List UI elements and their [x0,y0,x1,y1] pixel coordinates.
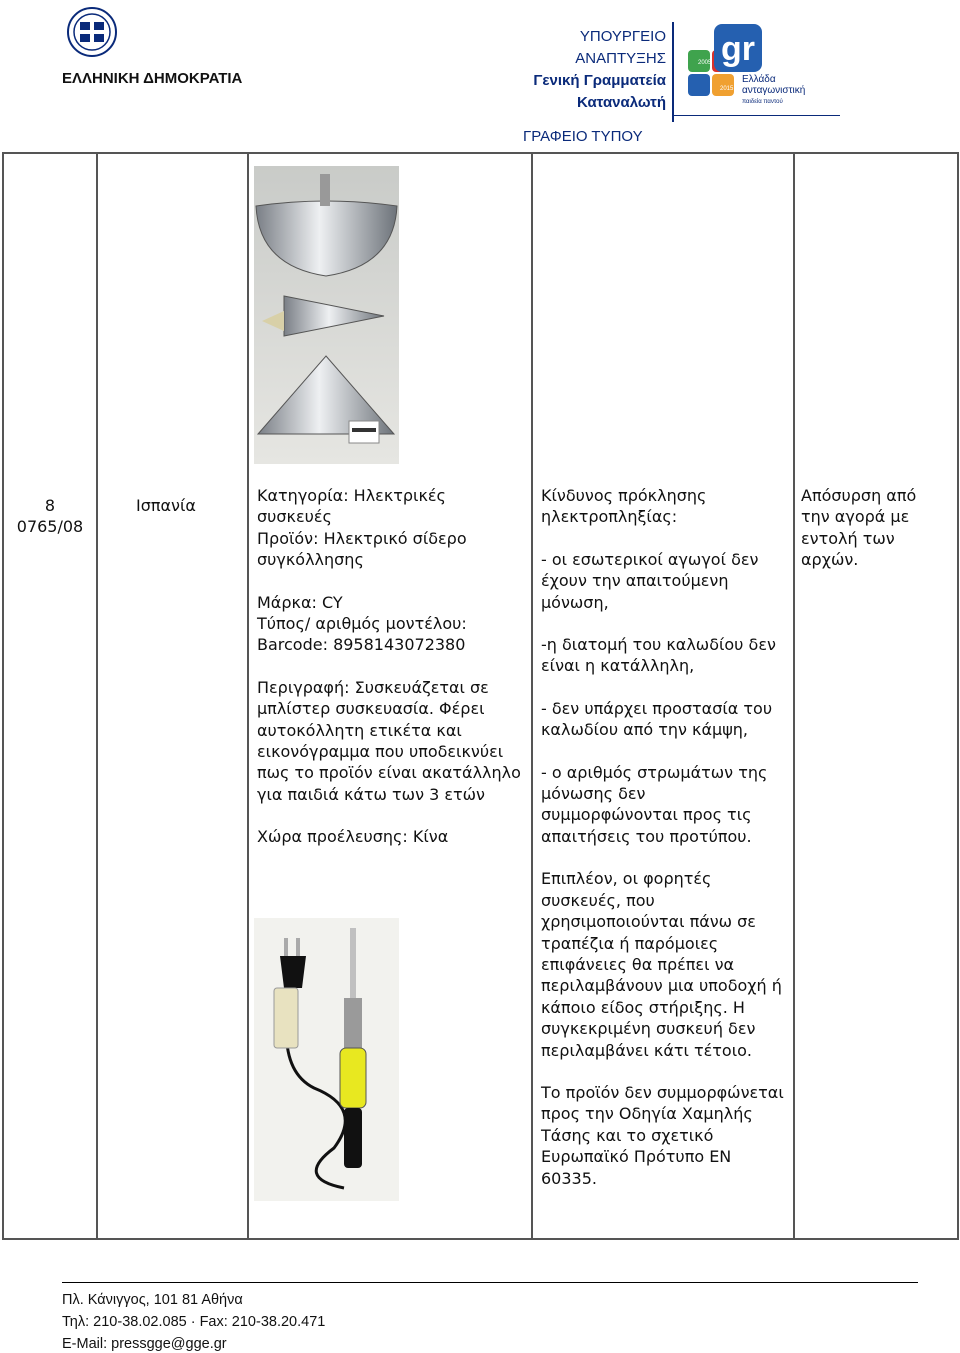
risk-paragraph: Το προϊόν δεν συμμορφώνεται προς την Οδηγία Χαμηλής Τάσης και το σχετικό Ευρωπαϊκό Πρότυπο EN 60335. [541,1082,784,1188]
measure-cell [794,153,958,1239]
product-photo-iron [254,918,399,1201]
ministry-line-1: ΥΠΟΥΡΓΕΙΟ [579,28,666,45]
footer-address: Πλ. Κάνιγγος, 101 81 Αθήνα [62,1292,243,1308]
product-category: Κατηγορία: Ηλεκτρικές συσκευές [257,486,446,527]
logo-year-a: 2005 [698,60,712,66]
product-photo-blister [254,166,399,464]
product-brand: Μάρκα: CY [257,592,343,612]
header-divider-vertical [672,22,674,122]
product-description: Περιγραφή: Συσκευάζεται σε μπλίστερ συσκευασία. Φέρει αυτοκόλλητη ετικέτα και εικονόγραμμα που υποδεικνύει πως το προϊόν είναι ακατάλληλο για παιδιά κάτω των 3 ετών [257,677,521,804]
ministry-line-2: ΑΝΑΠΤΥΞΗΣ [575,50,666,67]
table-row [3,153,958,1239]
ministry-line-4: Καταναλωτή [576,94,666,111]
risk-paragraph: - οι εσωτερικοί αγωγοί δεν έχουν την απαιτούμενη μόνωση, [541,549,759,612]
country: Ισπανία [136,496,196,515]
footer-email: E-Mail: pressgge@gge.gr [62,1336,227,1352]
product-model: Τύπος/ αριθμός μοντέλου: [257,614,467,634]
product-table [2,152,959,1240]
greek-emblem-icon [64,6,120,58]
logo-caption-1: Ελλάδα [742,74,776,85]
product-barcode: Barcode: 8958143072380 [257,635,466,655]
row-code: 0765/08 [16,517,84,537]
footer-phone: Τηλ: 210-38.02.085 · Fax: 210-38.20.471 [62,1314,326,1330]
risk-paragraph: Κίνδυνος πρόκλησης ηλεκτροπληξίας: [541,486,707,527]
risk-paragraph: - ο αριθμός στρωμάτων της μόνωσης δεν συμμορφώνονται προς τις απαιτήσεις του προτύπου. [541,762,768,846]
header-divider-horizontal [672,115,840,116]
risk-cell [532,153,794,1239]
product-name: Προϊόν: Ηλεκτρικό σίδερο συγκόλλησης [257,528,467,570]
press-office-label: ΓΡΑΦΕΙΟ ΤΥΠΟΥ [523,128,643,145]
measure-text: Απόσυρση από την αγορά με εντολή των αρχών. [801,486,917,570]
republic-title: ΕΛΛΗΝΙΚΗ ΔΗΜΟΚΡΑΤΙΑ [62,70,243,87]
ministry-block [508,26,666,114]
logo-year-b: 2015 [720,86,734,92]
logo-gr-text: gr [721,30,755,68]
logo-caption-2: ανταγωνιστική [742,85,806,96]
row-number-cell [3,153,97,1239]
row-number: 8 [44,496,56,515]
risk-paragraph: Επιπλέον, οι φορητές συσκευές, που χρησιμοποιούνται πάνω σε τραπέζια ή παρόμοιες επιφάνειες θα πρέπει να περιλαμβάνουν μια υποδοχή ή κάποιο είδος στήριξης. Η συγκεκριμένη συσκευή δεν περιλαμβάνει κάτι τέτοιο. [541,869,782,1060]
risk-paragraph: - δεν υπάρχει προστασία του καλωδίου από την κάμψη, [541,698,773,740]
risk-paragraph: -η διατομή του καλωδίου δεν είναι η κατάλληλη, [541,635,776,676]
footer-divider [62,1282,918,1283]
logo-caption-3: παιδεία παντού [742,99,783,105]
country-cell [97,153,248,1239]
competitive-greece-logo [684,20,834,110]
ministry-line-3: Γενική Γραμματεία [533,72,666,89]
product-origin: Χώρα προέλευσης: Κίνα [257,827,449,847]
